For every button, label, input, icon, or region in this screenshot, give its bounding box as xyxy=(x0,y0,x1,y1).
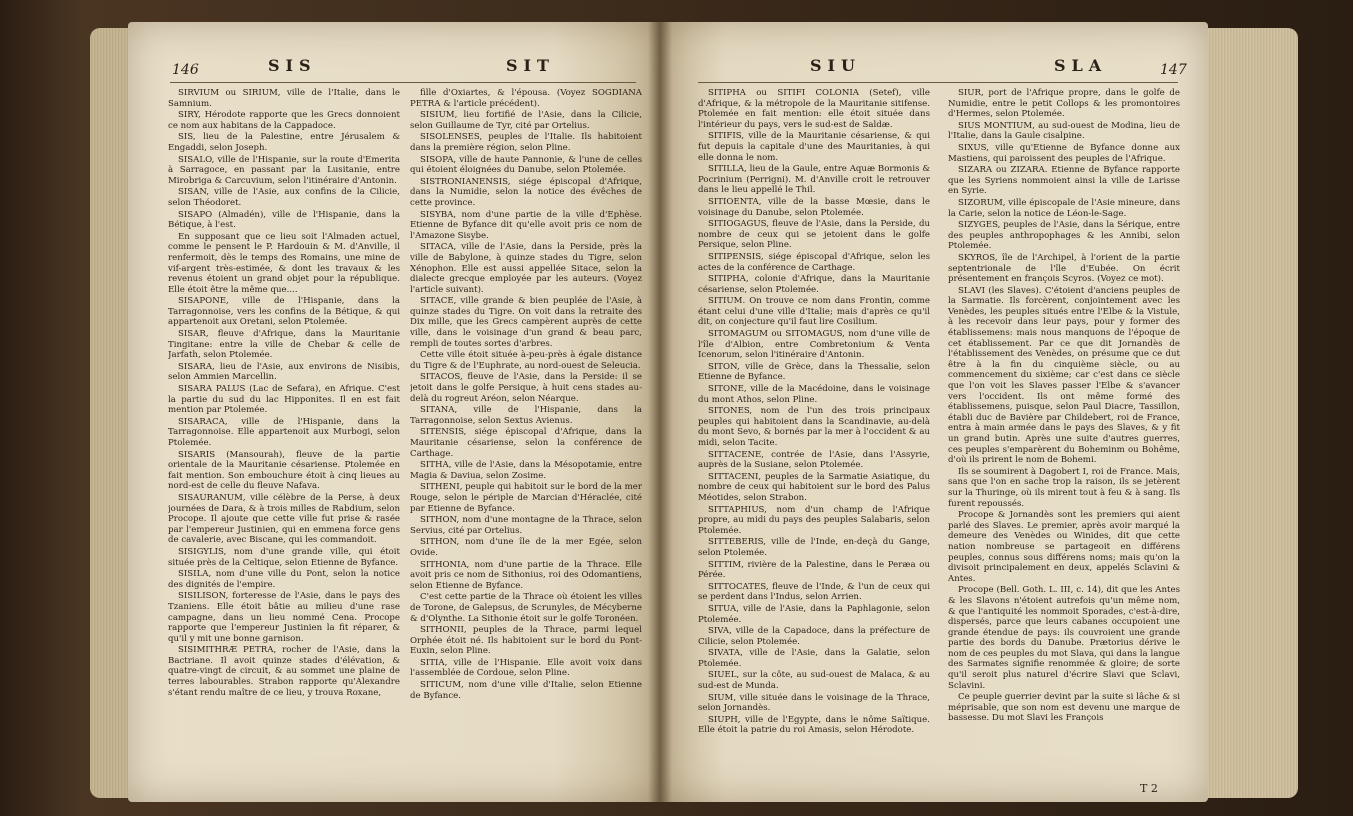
dictionary-entry: SIZORUM, ville épiscopale de l'Asie mineure, dans la Carie, selon la notice de Léon-le-Sage. xyxy=(948,197,1180,219)
dictionary-entry: C'est cette partie de la Thrace où étoient les villes de Torone, de Galepsus, de Scrunyles, de Mécyberne & d'Olynthe. La Sithonie étoit sur le golfe Toronéen. xyxy=(410,592,642,624)
dictionary-entry: SITIPHA ou SITIFI COLONIA (Setef), ville d'Afrique, & la métropole de la Mauritanie sitifense. Ptolemée en fait mention: elle étoit située dans l'intérieur du pays, vers le sud-est de Saldæ. xyxy=(698,88,930,130)
dictionary-entry: SISALO, ville de l'Hispanie, sur la route d'Emerita à Sarragoce, en passant par la Lusitanie, entre Mirobriga & Carcuvium, selon l'itinéraire d'Antonin. xyxy=(168,154,400,186)
dictionary-entry: SITHENI, peuple qui habitoit sur le bord de la mer Rouge, selon le périple de Marcian d'Héraclée, cité par Etienne de Byfance. xyxy=(410,482,642,514)
dictionary-entry: SKYROS, île de l'Archipel, à l'orient de la partie septentrionale de l'île d'Eubée. On écrit présentement en françois Scyros. (Voyez ce mot). xyxy=(948,252,1180,285)
dictionary-entry: SISAPONE, ville de l'Hispanie, dans la Tarragonnoise, vers les confins de la Bétique, & qui appartenoit aux Oretani, selon Ptolemée. xyxy=(168,296,400,328)
right-page xyxy=(660,22,1208,802)
dictionary-entry: SITTACENI, peuples de la Sarmatie Asiatique, du nombre de ceux qui habitoient sur le bord des Palus Méotides, selon Strabon. xyxy=(698,471,930,503)
dictionary-entry: SISAN, ville de l'Asie, aux confins de la Cilicie, selon Théodoret. xyxy=(168,187,400,208)
dictionary-entry: SLAVI (les Slaves). C'étoient d'anciens peuples de la Sarmatie. Ils forcèrent, conjointement avec les Venèdes, les peuples situés entre l'Elbe & la Vistule, à les recevoir dans leur pays, pour y former des établissemens: mais nous manquons de l'époque de cet établissement. Par ce que dit Jornandès de l'établissement des Venèdes, on présume que ce dut être à la fin du cinquième siècle, ou au commencement du sixième; car c'est dans ce siècle que l'on voit les Slaves passer l'Elbe & s'avancer vers l'occident. Ils ont même formé des établissemens, puisque, selon Paul Diacre, Tassillon, établi duc de Bavière par Childebert, roi de France, entra à main armée dans le pays des Slaves, & y fit un grand butin. Après une suite d'autres guerres, ces peuples s'emparèrent du Boheminm ou Bohême, d'où ils prirent le nom de Bohemi. xyxy=(948,285,1180,466)
dictionary-entry: SIZYGES, peuples de l'Asie, dans la Sérique, entre des peuples anthropophages & les Annibi, selon Ptolemée. xyxy=(948,220,1180,252)
dictionary-entry: SITOMAGUM ou SITOMAGUS, nom d'une ville de l'île d'Albion, entre Combretonium & Venta Icenorum, selon l'itinéraire d'Antonin. xyxy=(698,329,930,361)
dictionary-entry: SIRVIUM ou SIRIUM, ville de l'Italie, dans le Samnium. xyxy=(168,88,400,109)
dictionary-entry: SITHONIA, nom d'une partie de la Thrace. Elle avoit pris ce nom de Sithonius, roi des Odomantiens, selon Etienne de Byfance. xyxy=(410,559,642,591)
dictionary-entry: SITTACENE, contrée de l'Asie, dans l'Assyrie, auprès de la Susiane, selon Ptolemée. xyxy=(698,449,930,471)
right-column-2 xyxy=(948,88,1180,788)
dictionary-entry: SIVATA, ville de l'Asie, dans la Galatie, selon Ptolemée. xyxy=(698,648,930,669)
left-column-2 xyxy=(410,88,642,788)
dictionary-entry: SITIOENTA, ville de la basse Mœsie, dans le voisinage du Danube, selon Ptolemée. xyxy=(698,196,930,218)
dictionary-entry: SITON, ville de Grèce, dans la Thessalie, selon Etienne de Byfance. xyxy=(698,361,930,383)
dictionary-entry: Procope & Jornandès sont les premiers qui aient parlé des Slaves. Le premier, après avoir marqué la demeure des Venèdes ou Winides, dit que cette nation nombreuse se partageoit en différens peuples, connus sous différens noms; mais qu'on la divisoit principalement en deux, appelés Sclavini & Antes. xyxy=(948,510,1180,584)
dictionary-entry: SITIA, ville de l'Hispanie. Elle avoit voix dans l'assemblée de Cordoue, selon Pline. xyxy=(410,657,642,679)
dictionary-entry: SISIMITHRÆ PETRA, rocher de l'Asie, dans la Bactriane. Il avoit quinze stades d'élévation, & quatre-vingt de circuit, & au sommet une plaine de terres labourables. Strabon rapporte qu'Alexandre s'étant rendu maître de ce lieu, y trouva Roxane, xyxy=(168,645,400,698)
right-page-edges xyxy=(1208,28,1298,798)
right-header-left: SIU xyxy=(810,56,861,75)
dictionary-entry: SITHON, nom d'une montagne de la Thrace, selon Servius, cité par Ortelius. xyxy=(410,515,642,536)
dictionary-entry: SISARIS (Mansourah), fleuve de la partie orientale de la Mauritanie césariense. Ptolemée en fait mention. Son embouchure étoit à cinq lieues au nord-est de celle du fleuve Nafava. xyxy=(168,449,400,492)
right-header-right: SLA xyxy=(1054,56,1108,75)
dictionary-entry: SITHONII, peuples de la Thrace, parmi lequel Orphée étoit né. Ils habitoient sur le bord du Pont-Euxin, selon Pline. xyxy=(410,625,642,657)
dictionary-entry: SISILISON, forteresse de l'Asie, dans le pays des Tzaniens. Elle étoit bâtie au milieu d'une rase campagne, dans un lieu nommé Cena. Procope rapporte que l'empereur Justinien la fit réparer, & qu'il y mit une bonne garnison. xyxy=(168,591,400,644)
dictionary-entry: SITIPENSIS, siége épiscopal d'Afrique, selon les actes de la conférence de Carthage. xyxy=(698,251,930,273)
dictionary-entry: SITHON, nom d'une île de la mer Egée, selon Ovide. xyxy=(410,537,642,558)
dictionary-entry: SISAR, fleuve d'Afrique, dans la Mauritanie Tingitane: entre la ville de Chebar & celle de Jarfath, selon Ptolemée. xyxy=(168,329,400,361)
dictionary-entry: SITTOCATES, fleuve de l'Inde, & l'un de ceux qui se perdent dans l'Indus, selon Arrien. xyxy=(698,581,930,603)
left-header-right: SIT xyxy=(506,56,555,75)
dictionary-entry: SISARACA, ville de l'Hispanie, dans la Tarragonnoise. Elle appartenoit aux Murbogi, selon Ptolemée. xyxy=(168,416,400,448)
dictionary-entry: SIZARA ou ZIZARA. Etienne de Byfance rapporte que les Syriens nommoient ainsi la ville de Larisse en Syrie. xyxy=(948,165,1180,197)
dictionary-entry: SITILLA, lieu de la Gaule, entre Aquæ Bormonis & Pocrinium (Perrigni). M. d'Anville croit le retrouver dans le lieu appellé le Thil. xyxy=(698,164,930,196)
dictionary-entry: SITIOGAGUS, fleuve de l'Asie, dans la Perside, du nombre de ceux qui se jetoient dans le golfe Persique, selon Pline. xyxy=(698,219,930,251)
right-column-1 xyxy=(698,88,930,788)
dictionary-entry: SITHA, ville de l'Asie, dans la Mésopotamie, entre Magia & Daviua, selon Zosime. xyxy=(410,460,642,481)
dictionary-entry: fille d'Oxiartes, & l'épousa. (Voyez SOGDIANA PETRA & l'article précédent). xyxy=(410,88,642,109)
dictionary-entry: SITIUM. On trouve ce nom dans Frontin, comme étant celui d'une ville d'Italie; mais d'après ce qu'il dit, on conjecture qu'il faut lire Cosilium. xyxy=(698,296,930,328)
left-header-rule xyxy=(170,82,636,83)
dictionary-entry: SISAPO (Almadén), ville de l'Hispanie, dans la Bétique, à l'est. xyxy=(168,209,400,231)
dictionary-entry: SITICUM, nom d'une ville d'Italie, selon Etienne de Byfance. xyxy=(410,680,642,701)
dictionary-entry: SISYBA, nom d'une partie de la ville d'Ephèse. Etienne de Byfance dit qu'elle avoit pris ce nom de l'Amazone Sisybe. xyxy=(410,209,642,241)
dictionary-entry: SITTIM, rivière de la Palestine, dans le Peræa ou Pérée. xyxy=(698,559,930,581)
dictionary-entry: SISIGYLIS, nom d'une grande ville, qui étoit située près de la Celtique, selon Etienne de Byfance. xyxy=(168,546,400,568)
dictionary-entry: En supposant que ce lieu soit l'Almaden actuel, comme le pensent le P. Hardouin & M. d'Anville, il renfermoit, dès le temps des Romains, une mine de vif-argent très-estimée, & dont les travaux & les revenus étoient un grand objet pour la république. Elle étoit être la même que.... xyxy=(168,231,400,295)
right-page-number: 147 xyxy=(1160,62,1187,78)
book-gutter xyxy=(648,22,672,802)
signature-mark: T 2 xyxy=(1140,782,1158,795)
dictionary-entry: SIUPH, ville de l'Egypte, dans le nôme Saïtique. Elle étoit la patrie du roi Amasis, selon Hérodote. xyxy=(698,714,930,736)
dictionary-entry: SITTEBERIS, ville de l'Inde, en-deçà du Gange, selon Ptolemée. xyxy=(698,537,930,558)
right-header-rule xyxy=(698,82,1178,83)
dictionary-entry: SISIUM, lieu fortifié de l'Asie, dans la Cilicie, selon Guillaume de Tyr, cité par Ortelius. xyxy=(410,110,642,131)
left-column-1 xyxy=(168,88,400,788)
dictionary-entry: SISTRONIANENSIS, siége épiscopal d'Afrique, dans la Numidie, selon la notice des évêches de cette province. xyxy=(410,176,642,208)
dictionary-entry: SIS, lieu de la Palestine, entre Jérusalem & Engaddi, selon Joseph. xyxy=(168,132,400,153)
dictionary-entry: SISARA PALUS (Lac de Sefara), en Afrique. C'est la partie du sud du lac Hipponites. Il en est fait mention par Ptolemée. xyxy=(168,384,400,416)
dictionary-entry: SIUM, ville située dans le voisinage de la Thrace, selon Jornandès. xyxy=(698,692,930,714)
dictionary-entry: SITIPHA, colonie d'Afrique, dans la Mauritanie césariense, selon Ptolemée. xyxy=(698,274,930,295)
dictionary-entry: SITACE, ville grande & bien peuplée de l'Asie, à quinze stades du Tigre. On voit dans la retraite des Dix mille, que les Grecs campèrent auprès de cette ville, dans le voisinage d'un grand & beau parc, rempli de toutes sortes d'arbres. xyxy=(410,296,642,349)
left-header-left: SIS xyxy=(268,56,317,75)
dictionary-entry: SITONES, nom de l'un des trois principaux peuples qui habitoient dans la Scandinavie, au-delà du mont Sevo, & bornés par la mer à l'occident & au midi, selon Tacite. xyxy=(698,406,930,448)
dictionary-entry: Ce peuple guerrier devint par la suite si lâche & si méprisable, que son nom est devenu une marque de bassesse. Du mot Slavi les François xyxy=(948,692,1180,724)
left-page-number: 146 xyxy=(172,62,199,78)
dictionary-entry: Cette ville étoit située à-peu-près à égale distance du Tigre & de l'Euphrate, au nord-ouest de Seleucia. xyxy=(410,350,642,371)
dictionary-entry: SITONE, ville de la Macédoine, dans le voisinage du mont Athos, selon Pline. xyxy=(698,384,930,405)
dictionary-entry: SISOPA, ville de haute Pannonie, & l'une de celles qui étoient éloignées du Danube, selon Ptolemée. xyxy=(410,154,642,176)
dictionary-entry: SITANA, ville de l'Hispanie, dans la Tarragonnoise, selon Sextus Avienus. xyxy=(410,405,642,426)
dictionary-entry: SITUA, ville de l'Asie, dans la Paphlagonie, selon Ptolemée. xyxy=(698,603,930,625)
dictionary-entry: SIUS MONTIUM, au sud-ouest de Modina, lieu de l'Italie, dans la Gaule cisalpine. xyxy=(948,120,1180,142)
dictionary-entry: SISAURANUM, ville célèbre de la Perse, à deux journées de Dara, & à trois milles de Rabdium, selon Procope. Il ajoute que cette ville fut prise & rasée par l'empereur Justinien, qui en emmena force gens de cavalerie, avec Biscane, qui les commandoit. xyxy=(168,492,400,546)
dictionary-entry: SISOLENSES, peuples de l'Italie. Ils habitoient dans la première région, selon Pline. xyxy=(410,132,642,153)
dictionary-entry: Ils se soumirent à Dagobert I, roi de France. Mais, sans que l'on en sache trop la raison, ils se jetèrent sur la Thuringe, où ils mirent tout à feu & à sang. Ils furent repoussés. xyxy=(948,466,1180,509)
dictionary-entry: Procope (Bell. Goth. L. III, c. 14), dit que les Antes & les Slavons n'étoient autrefois qu'un même nom, & que l'antiquité les nommoit Sporades, c'est-à-dire, dispersés, parce que leurs cabanes occupoient une grande étendue de pays: ils couvroient une grande partie des bords du Danube. Prætorius dérive le nom de ces peuples du mot Slava, qui dans la langue des Sarmates signifie renommée & gloire; de sorte qu'il seroit plus naturel d'écrire Slavi que Sclavi, Sclavini. xyxy=(948,585,1180,691)
dictionary-entry: SIVA, ville de la Capadoce, dans la préfecture de Cilicie, selon Ptolemée. xyxy=(698,626,930,647)
dictionary-entry: SISARA, lieu de l'Asie, aux environs de Nisibis, selon Ammien Marcellin. xyxy=(168,361,400,383)
dictionary-entry: SITIFIS, ville de la Mauritanie césariense, & qui fut depuis la capitale d'une des Mauritanies, à qui elle donna le nom. xyxy=(698,131,930,163)
dictionary-entry: SISILA, nom d'une ville du Pont, selon la notice des dignités de l'empire. xyxy=(168,569,400,590)
left-page-edges xyxy=(90,28,130,798)
dictionary-entry: SIUR, port de l'Afrique propre, dans le golfe de Numidie, entre le petit Collops & les promontoires d'Hermes, selon Ptolemée. xyxy=(948,88,1180,120)
left-page xyxy=(128,22,660,802)
dictionary-entry: SITACA, ville de l'Asie, dans la Perside, près la ville de Babylone, à quinze stades du Tigre, selon Xénophon. Elle est aussi appellée Sitace, selon la dialecte grecque employée par les auteurs. (Voyez l'article suivant). xyxy=(410,242,642,295)
dictionary-entry: SIRY, Hérodote rapporte que les Grecs donnoient ce nom aux habitans de la Cappadoce. xyxy=(168,110,400,131)
dictionary-entry: SITENSIS, siége épiscopal d'Afrique, dans la Mauritanie césariense, selon la conférence de Carthage. xyxy=(410,427,642,459)
dictionary-entry: SIUEL, sur la côte, au sud-ouest de Malaca, & au sud-est de Munda. xyxy=(698,670,930,692)
dictionary-entry: SIXUS, ville qu'Etienne de Byfance donne aux Mastiens, qui paroissent des peuples de l'Afrique. xyxy=(948,142,1180,164)
dictionary-entry: SITACOS, fleuve de l'Asie, dans la Perside: il se jetoit dans le golfe Persique, à huit cens stades au-delà du rogreut Aréon, selon Néarque. xyxy=(410,372,642,404)
dictionary-entry: SITTAPHIUS, nom d'un champ de l'Afrique propre, au midi du pays des peuples Salabaris, selon Ptolemée. xyxy=(698,504,930,536)
